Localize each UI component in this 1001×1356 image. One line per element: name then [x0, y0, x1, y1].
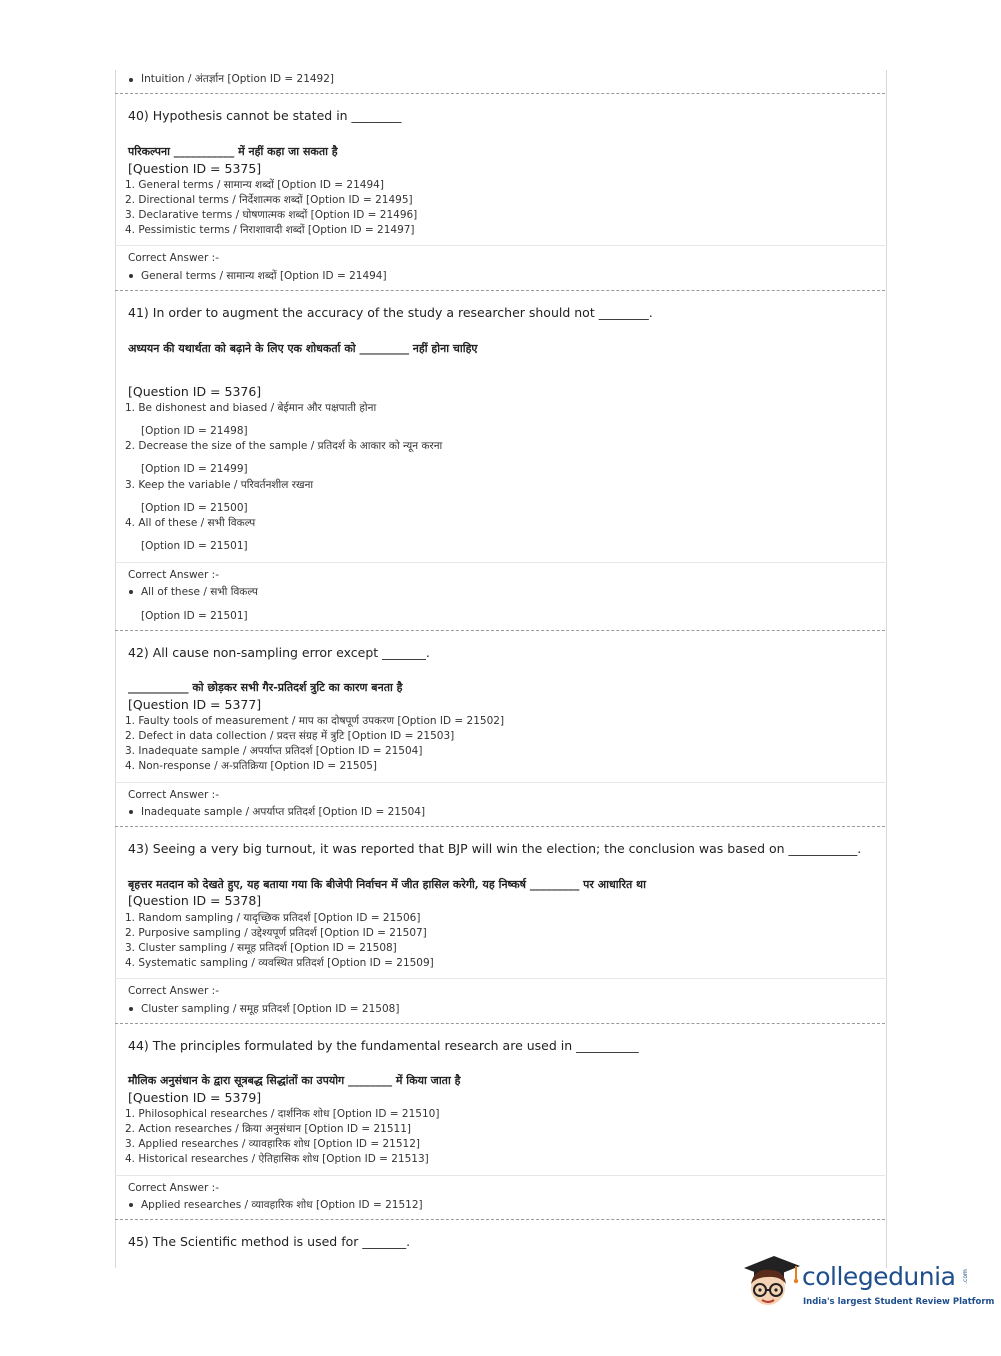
question-separator [115, 1023, 885, 1024]
q41-option-2: 2. Decrease the size of the sample / प्रतिदर्श के आकार को न्यून करना [125, 440, 443, 452]
q42-qid: [Question ID = 5377] [128, 697, 262, 712]
q41-question: 41) In order to augment the accuracy of the study a researcher should not ________. [128, 305, 653, 320]
prev-correct-answer: Intuition / अंतर्ज्ञान [Option ID = 21492] [141, 73, 335, 85]
q44-option-4: 4. Historical researches / ऐतिहासिक शोध [Option ID = 21513] [125, 1153, 429, 1165]
q43-hindi: बृहत्तर मतदान को देखते हुए, यह बताया गया कि बीजेपी निर्वाचन में जीत हासिल करेगी, यह निष्कर्ष _________ पर आधारित था [128, 878, 646, 891]
q44-hindi: मौलिक अनुसंधान के द्वारा सूत्रबद्ध सिद्धांतों का उपयोग ________ में किया जाता है [128, 1074, 461, 1087]
answer-divider [115, 562, 885, 563]
q43-option-2: 2. Purposive sampling / उद्देश्यपूर्ण प्रतिदर्श [Option ID = 21507] [125, 927, 427, 939]
q43-option-1: 1. Random sampling / यादृच्छिक प्रतिदर्श [Option ID = 21506] [125, 912, 421, 924]
q42-option-3: 3. Inadequate sample / अपर्याप्त प्रतिदर्श [Option ID = 21504] [125, 745, 423, 757]
bullet-icon [129, 78, 133, 82]
question-separator [115, 290, 885, 291]
q42-option-1: 1. Faulty tools of measurement / माप का दोषपूर्ण उपकरण [Option ID = 21502] [125, 715, 505, 727]
bullet-icon [129, 810, 133, 814]
answer-divider [115, 978, 885, 979]
q41-correct-answer: All of these / सभी विकल्प [141, 586, 258, 598]
q41-option-1-id: [Option ID = 21498] [141, 425, 248, 437]
bullet-icon [129, 1203, 133, 1207]
q41-correct-label: Correct Answer :- [128, 569, 219, 581]
bullet-icon [129, 590, 133, 594]
q44-correct-answer: Applied researches / व्यावहारिक शोध [Option ID = 21512] [141, 1199, 423, 1211]
q44-option-3: 3. Applied researches / व्यावहारिक शोध [Option ID = 21512] [125, 1138, 420, 1150]
collegedunia-logo-suffix: .com [961, 1269, 969, 1284]
q40-correct-answer: General terms / सामान्य शब्दों [Option ID = 21494] [141, 270, 387, 282]
q43-qid: [Question ID = 5378] [128, 893, 262, 908]
q44-correct-label: Correct Answer :- [128, 1182, 219, 1194]
answer-divider [115, 1175, 885, 1176]
q40-option-3: 3. Declarative terms / घोषणात्मक शब्दों [Option ID = 21496] [125, 209, 418, 221]
q44-question: 44) The principles formulated by the fundamental research are used in __________ [128, 1038, 639, 1053]
q40-option-1: 1. General terms / सामान्य शब्दों [Option ID = 21494] [125, 179, 384, 191]
q40-qid: [Question ID = 5375] [128, 161, 262, 176]
q42-question: 42) All cause non-sampling error except _______. [128, 645, 430, 660]
q43-correct-label: Correct Answer :- [128, 985, 219, 997]
q40-option-2: 2. Directional terms / निर्देशात्मक शब्दों [Option ID = 21495] [125, 194, 413, 206]
bullet-icon [129, 274, 133, 278]
q41-correct-answer-id: [Option ID = 21501] [141, 610, 248, 622]
question-separator [115, 630, 885, 631]
q40-option-4: 4. Pessimistic terms / निराशावादी शब्दों [Option ID = 21497] [125, 224, 415, 236]
q41-option-2-id: [Option ID = 21499] [141, 463, 248, 475]
q41-option-3-id: [Option ID = 21500] [141, 502, 248, 514]
collegedunia-logo-text: collegedunia [802, 1262, 956, 1291]
q41-hindi: अध्ययन की यथार्थता को बढ़ाने के लिए एक शोधकर्ता को _________ नहीं होना चाहिए [128, 342, 478, 355]
q42-hindi: ___________ को छोड़कर सभी गैर-प्रतिदर्श त्रुटि का कारण बनता है [128, 681, 403, 694]
q40-question: 40) Hypothesis cannot be stated in ________ [128, 108, 402, 123]
q43-option-4: 4. Systematic sampling / व्यवस्थित प्रतिदर्श [Option ID = 21509] [125, 957, 434, 969]
q42-correct-answer: Inadequate sample / अपर्याप्त प्रतिदर्श [Option ID = 21504] [141, 806, 426, 818]
collegedunia-mascot-icon [740, 1250, 802, 1312]
document-frame [115, 70, 887, 1268]
q44-option-2: 2. Action researches / क्रिया अनुसंधान [Option ID = 21511] [125, 1123, 411, 1135]
q42-option-2: 2. Defect in data collection / प्रदत्त संग्रह में त्रुटि [Option ID = 21503] [125, 730, 455, 742]
q40-hindi: परिकल्पना ___________ में नहीं कहा जा सकता है [128, 145, 338, 158]
q41-option-1: 1. Be dishonest and biased / बेईमान और पक्षपाती होना [125, 402, 377, 414]
q44-qid: [Question ID = 5379] [128, 1090, 262, 1105]
answer-divider [115, 245, 885, 246]
question-separator [115, 826, 885, 827]
collegedunia-tagline: India's largest Student Review Platform [803, 1297, 995, 1307]
q44-option-1: 1. Philosophical researches / दार्शनिक शोध [Option ID = 21510] [125, 1108, 440, 1120]
question-separator [115, 93, 885, 94]
q41-qid: [Question ID = 5376] [128, 384, 262, 399]
q42-option-4: 4. Non-response / अ-प्रतिक्रिया [Option ID = 21505] [125, 760, 378, 772]
answer-divider [115, 782, 885, 783]
q43-question: 43) Seeing a very big turnout, it was reported that BJP will win the election; the conclusion was based on ___________. [128, 841, 862, 856]
q41-option-4-id: [Option ID = 21501] [141, 540, 248, 552]
q43-option-3: 3. Cluster sampling / समूह प्रतिदर्श [Option ID = 21508] [125, 942, 397, 954]
question-separator [115, 1219, 885, 1220]
q41-option-4: 4. All of these / सभी विकल्प [125, 517, 256, 529]
q41-option-3: 3. Keep the variable / परिवर्तनशील रखना [125, 479, 314, 491]
q40-correct-label: Correct Answer :- [128, 252, 219, 264]
q42-correct-label: Correct Answer :- [128, 789, 219, 801]
q45-question: 45) The Scientific method is used for _______. [128, 1234, 411, 1249]
bullet-icon [129, 1007, 133, 1011]
q43-correct-answer: Cluster sampling / समूह प्रतिदर्श [Option ID = 21508] [141, 1003, 400, 1015]
